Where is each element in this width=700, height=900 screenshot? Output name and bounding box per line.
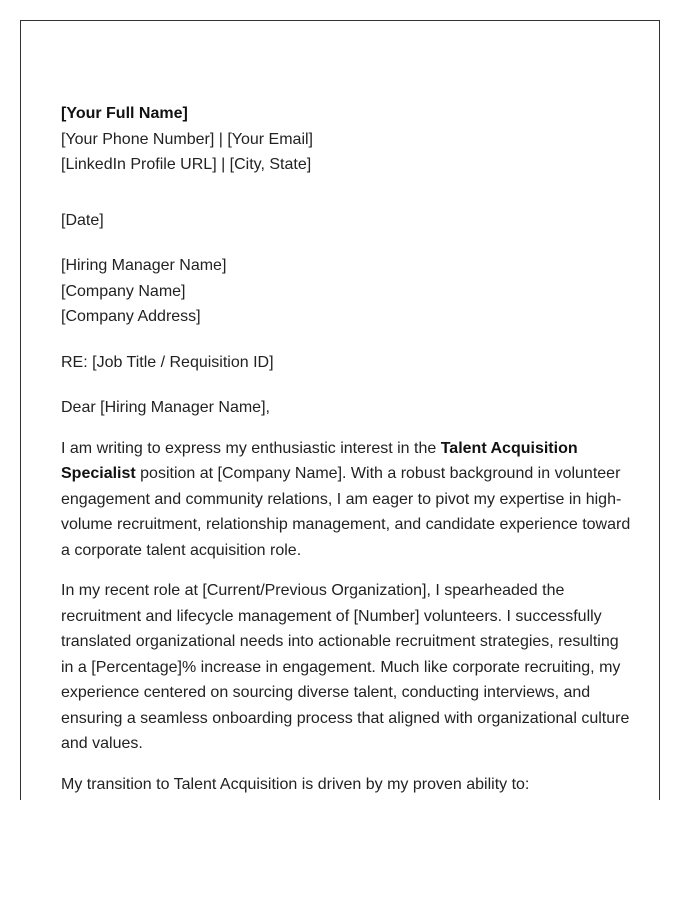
recipient-block: [61, 253, 631, 330]
salutation: Dear [Hiring Manager Name],: [61, 399, 270, 416]
job-title-emphasis: Talent Acquisition Specialist: [61, 439, 578, 482]
paragraph-3: My transition to Talent Acquisition is driven by my proven ability to:: [61, 775, 530, 793]
sender-block: [61, 101, 631, 178]
re-line-block: [61, 350, 631, 376]
letter-page: [20, 20, 660, 800]
paragraph-2: In my recent role at [Current/Previous Organization], I spearheaded the recruitment and lifecycle management of [Number] volunteers. I successfully translated organizational needs into actionable recruitment strategies, resulting in a [Percentage]% increase in engagement. Much like corporate recruiting, my experience centered on sourcing diverse talent, conducting interviews, and ensuring a seamless onboarding process that aligned with organizational culture and values.: [61, 582, 630, 752]
sender-contact-line-2: [LinkedIn Profile URL] | [City, State]: [61, 156, 312, 173]
sender-name: [Your Full Name]: [61, 105, 188, 122]
paragraph-1: [61, 436, 631, 564]
sender-contact-line-1: [Your Phone Number] | [Your Email]: [61, 130, 313, 148]
letter-date: [Date]: [61, 211, 104, 229]
salutation-block: [61, 395, 631, 421]
re-line: RE: [Job Title / Requisition ID]: [61, 353, 274, 371]
date-block: [61, 208, 631, 234]
paragraph-1-intro: I am writing to express my enthusiastic interest in the: [61, 439, 441, 457]
paragraph-1-rest: position at [Company Name]. With a robust background in volunteer engagement and community relations, I am eager to pivot my expertise in high-volume recruitment, relationship management, and candidate experience toward a corporate talent acquisition role.: [61, 465, 631, 559]
letter-body: [61, 101, 631, 797]
recipient-name: [Hiring Manager Name]: [61, 257, 227, 274]
recipient-company: [Company Name]: [61, 282, 186, 300]
recipient-address: [Company Address]: [61, 308, 201, 325]
